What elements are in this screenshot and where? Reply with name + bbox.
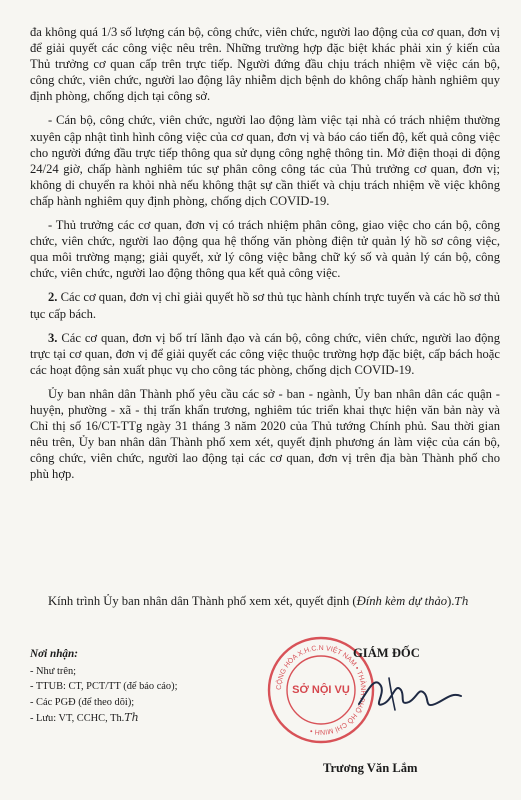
recipients-title: Nơi nhận: (30, 648, 78, 660)
document-body (30, 24, 500, 490)
paragraph-item-3 (30, 330, 500, 378)
handwritten-signature (355, 668, 465, 718)
seal-ring-text: CỘNG HÒA X.H.C.N VIỆT NAM • THÀNH PHỐ HỒ CHÍ MINH • (275, 644, 367, 736)
recipient-item: - Các PGĐ (để theo dõi); (30, 696, 135, 708)
initial-mark: Th (124, 711, 139, 724)
paragraph-item-2 (30, 289, 500, 321)
attachment-note: Đính kèm dự thảo (356, 594, 448, 608)
item-2-text: Các cơ quan, đơn vị chỉ giải quyết hồ sơ thủ tục hành chính trực tuyến và các hồ sơ thủ tục cấp bách. (30, 290, 500, 321)
signer-position: GIÁM ĐỐC (353, 646, 420, 660)
item-number-2: 2. (48, 290, 58, 305)
recipient-item: - TTUB: CT, PCT/TT (để báo cáo); (30, 681, 178, 692)
seal-center-text: SỞ NỘI VỤ (292, 684, 350, 696)
closing-statement: Kính trình Ủy ban nhân dân Thành phố xem xét, quyết định (Đính kèm dự thảo).Th (48, 594, 469, 608)
item-3-text: Các cơ quan, đơn vị bố trí lãnh đạo và cán bộ, công chức, viên chức, người lao động trực tại cơ quan, đơn vị để giải quyết các công việc thuộc trường hợp đặc biệt, cấp bách hoặc các hoạt động sản xuất phục vụ cho công tác phòng, chống dịch COVID-19. (30, 330, 500, 377)
item-number-3: 3. (48, 330, 58, 345)
paragraph-continued: đa không quá 1/3 số lượng cán bộ, công chức, viên chức, người lao động của cơ quan, đơn vị để giải quyết các công việc nêu trên. Những trường hợp đặc biệt khác phải xin ý kiến của Thủ trưởng cơ quan cấp trên trực tiếp. Người đứng đầu chịu trách nhiệm về việc cán bộ, công chức, viên chức, người lao động lây nhiễm dịch bệnh do không chấp hành nghiêm quy định phòng, chống dịch tại công sở. (30, 25, 500, 104)
recipients-block (30, 647, 260, 727)
paragraph-work-from-home: - Cán bộ, công chức, viên chức, người lao động làm việc tại nhà có trách nhiệm thường xuyên cập nhật tình hình công việc của cơ quan, đơn vị và báo cáo tiến độ, kết quả công việc cho người đứng đầu trực tiếp thông qua sử dụng công nghệ thông tin. Mở điện thoại di động 24/24 giờ, chấp hành nghiêm túc sự phân công công tác của Thủ trưởng cơ quan, đơn vị; không di chuyển ra khỏi nhà nếu không thật sự cần thiết và chịu trách nhiệm về việc không chấp hành nghiêm quy định phòng, chống dịch COVID-19. (30, 113, 500, 208)
paragraph-request: Ủy ban nhân dân Thành phố yêu cầu các sở - ban - ngành, Ủy ban nhân dân các quận - huyện, phường - xã - thị trấn khẩn trương, nghiêm túc triển khai thực hiện văn bản này và Chỉ thị số 16/CT-TTg ngày 31 tháng 3 năm 2020 của Thủ tướng Chính phủ. Sau thời gian nêu trên, Ủy ban nhân dân Thành phố xem xét, quyết định phương án làm việc của cán bộ, công chức, viên chức, người lao động tại các cơ quan, đơn vị trên địa bàn Thành phố cho phù hợp. (30, 386, 500, 482)
recipient-item: - Như trên; (30, 665, 77, 677)
initial-mark: Th (454, 595, 469, 608)
signer-name: Trương Văn Lắm (323, 761, 418, 775)
paragraph-assignment: - Thủ trưởng các cơ quan, đơn vị có trách nhiệm phân công, giao việc cho cán bộ, công chức, viên chức, người lao động qua hệ thống văn phòng điện tử quản lý hồ sơ công việc, qua môi trường mạng; giải quyết, xử lý công việc bằng chữ ký số và quản lý cán bộ, công chức, viên chức, người lao động thông qua kết quả công việc. (30, 218, 500, 281)
recipient-item: - Lưu: VT, CCHC, Th.Th (30, 711, 139, 724)
